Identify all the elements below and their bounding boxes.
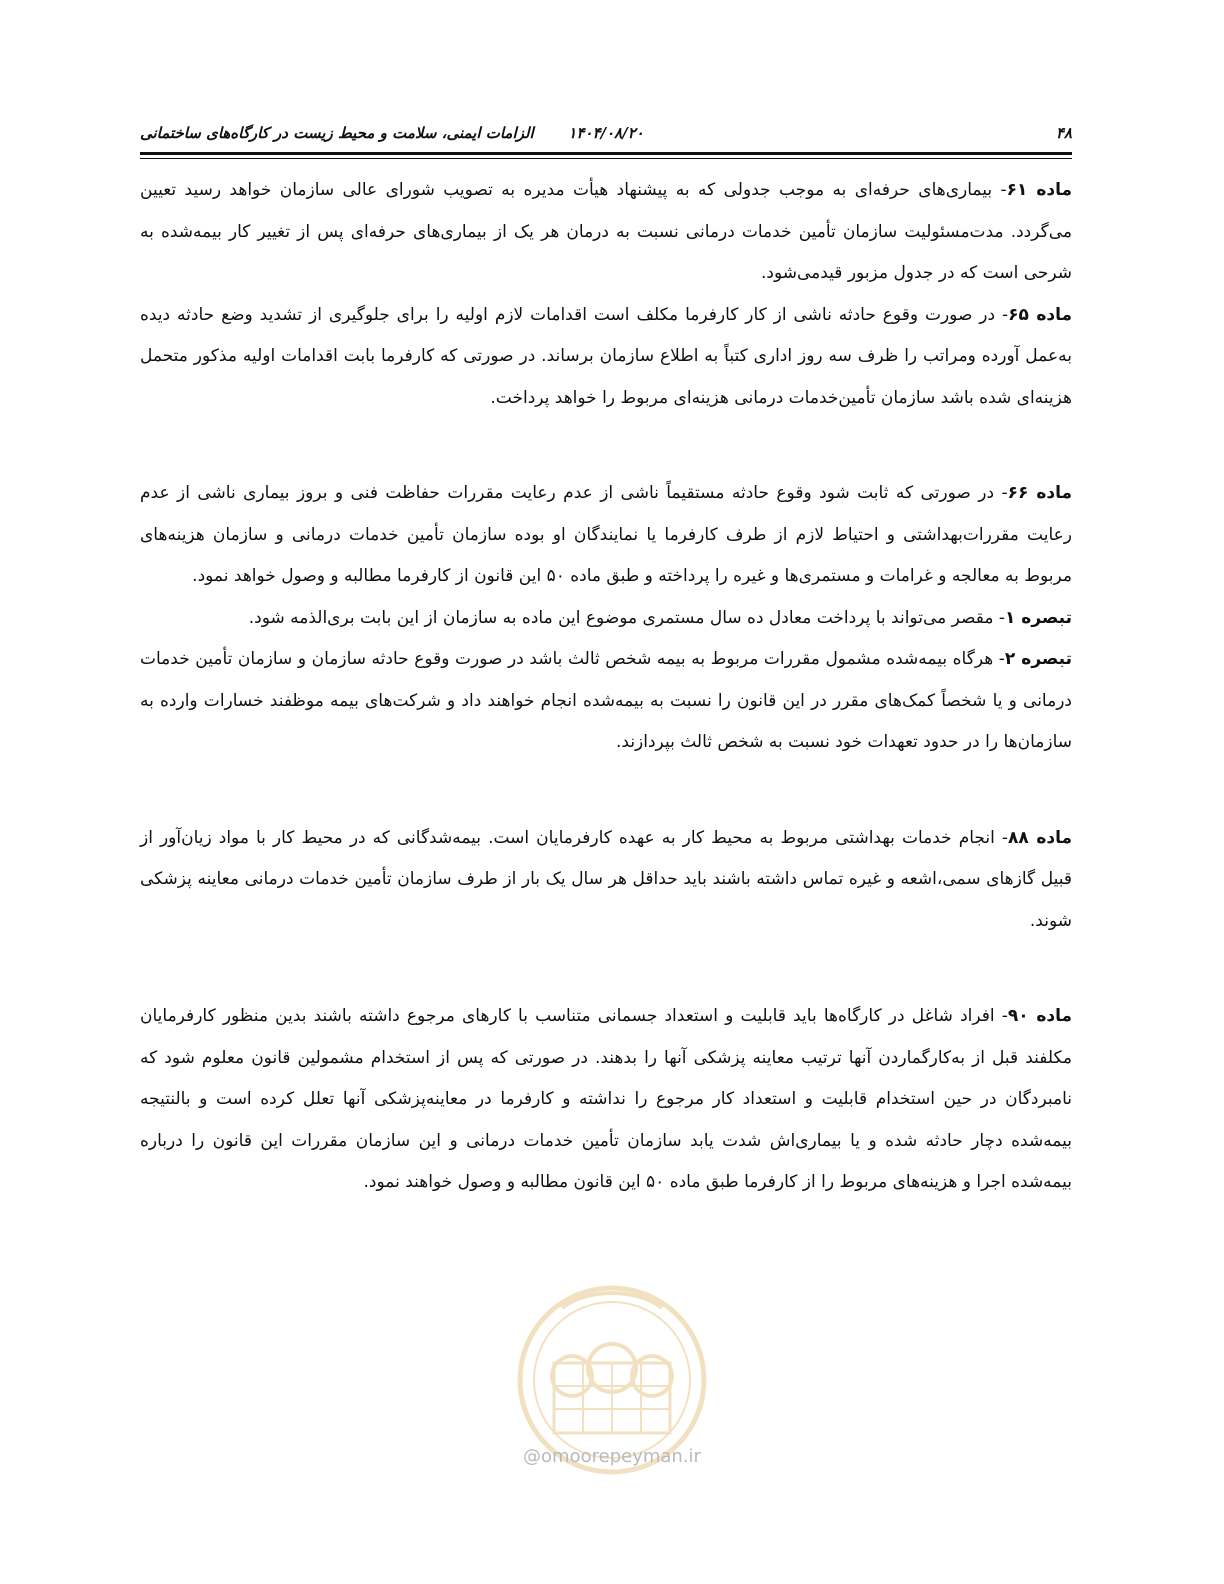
article-text: - انجام خدمات بهداشتی مربوط به محیط کار به عهده کارفرمایان است. بیمه‌شدگانی که در محیط کار با مواد زیان‌آور از قبیل گازهای سمی،اشعه و غیره تماس داشته باشند باید حداقل هر سال یک بار از طرف سازمان تأمین خدمات درمانی معاینه پزشکی شوند.	[140, 827, 1072, 931]
paragraph-gap	[140, 419, 1072, 473]
paragraph-gap	[140, 764, 1072, 818]
page-number: ۴۸	[1055, 124, 1072, 142]
article-61	[140, 170, 1072, 295]
watermark-logo-icon	[492, 1268, 732, 1518]
header-rule-thin	[140, 158, 1072, 159]
note-label: تبصره ۲	[1004, 649, 1072, 669]
note-1	[140, 598, 1072, 640]
article-text: - در صورت وقوع حادثه ناشی از کار کارفرما مکلف است اقدامات لازم اولیه را برای جلوگیری از تشدید وضع حادثه دیده به‌عمل آورده ومراتب را ظرف سه روز اداری کتباً به اطلاع سازمان برساند. در صورتی که کارفرما بابت اقدامات اولیه مذکور متحمل هزینه‌ای شده باشد سازمان تأمین‌خدمات درمانی هزینه‌ای مربوط را خواهد پرداخت.	[140, 304, 1072, 408]
article-label: ماده ۶۵	[1008, 304, 1072, 325]
header-date: ۱۴۰۴/۰۸/۲۰	[568, 124, 644, 142]
note-text: - مقصر می‌تواند با پرداخت معادل ده سال مستمری موضوع این ماده به سازمان از این بابت بری‌الذمه شود.	[248, 607, 1005, 628]
article-65	[140, 295, 1072, 420]
article-90	[140, 996, 1072, 1204]
article-66	[140, 473, 1072, 598]
article-text: - افراد شاغل در کارگاه‌ها باید قابلیت و استعداد جسمانی متناسب با کارهای مرجوع داشته باشند بدین منظور کارفرمایان مکلفند قبل از به‌کارگماردن آنها ترتیب معاینه پزشکی آنها را بدهند. در صورتی که پس از استخدام مشمولین قانون معلوم شود که نامبردگان در حین استخدام قابلیت و استعداد کار مرجوع را نداشته و کارفرما در معاینه‌پزشکی آنها تعلل کرده است و بالنتیجه بیمه‌شده دچار حادثه شده و یا بیماری‌اش شدت یابد سازمان تأمین خدمات درمانی و این سازمان مقررات این قانون را درباره بیمه‌شده اجرا و هزینه‌های مربوط را از کارفرما طبق ماده ۵۰ این قانون مطالبه و وصول خواهند نمود.	[140, 1006, 1072, 1192]
article-label: ماده ۶۱	[1006, 180, 1072, 200]
document-body	[140, 170, 1072, 1204]
article-88	[140, 818, 1072, 943]
header-rule-thick	[140, 152, 1072, 155]
article-label: ماده ۶۶	[1007, 483, 1073, 503]
article-text: - بیماری‌های حرفه‌ای به موجب جدولی که به پیشنهاد هیأت مدیره به تصویب شورای عالی سازمان خواهد رسید تعیین می‌گردد. مدت‌مسئولیت سازمان تأمین خدمات درمانی نسبت به درمان هر یک از بیماری‌های حرفه‌ای پس از تغییر کار بیمه‌شده به شرحی است که در جدول مزبور قیدمی‌شود.	[140, 180, 1072, 283]
note-2	[140, 639, 1072, 764]
page-header	[140, 118, 1072, 152]
paragraph-gap	[140, 942, 1072, 996]
article-label: ماده ۹۰	[1007, 1006, 1072, 1026]
article-text: - در صورتی که ثابت شود وقوع حادثه مستقیماً ناشی از عدم رعایت مقررات حفاظت فنی و بروز بیماری ناشی از عدم رعایت مقررات‌بهداشتی و احتیاط لازم از طرف کارفرما یا نمایندگان او بوده سازمان تأمین خدمات درمانی و سازمان هزینه‌های مربوط به معالجه و غرامات و مستمری‌ها و غیره را پرداخته و طبق ماده ۵۰ این قانون از کارفرما مطالبه و وصول خواهد نمود.	[140, 483, 1072, 586]
article-label: ماده ۸۸	[1008, 827, 1073, 848]
header-title: الزامات ایمنی، سلامت و محیط زیست در کارگاه‌های ساختمانی	[140, 124, 534, 142]
note-label: تبصره ۱	[1005, 607, 1072, 628]
watermark-text: @omoorepeyman.ir	[523, 1446, 701, 1467]
note-text: - هرگاه بیمه‌شده مشمول مقررات مربوط به بیمه شخص ثالث باشد در صورت وقوع حادثه سازمان و سازمان تأمین خدمات درمانی و یا شخصاً کمک‌های مقرر در این قانون را نسبت به بیمه‌شده انجام خواهند داد و شرکت‌های بیمه موظفند خسارات وارده به سازمان‌ها را در حدود تعهدات خود نسبت به شخص ثالث بپردازند.	[140, 649, 1072, 752]
